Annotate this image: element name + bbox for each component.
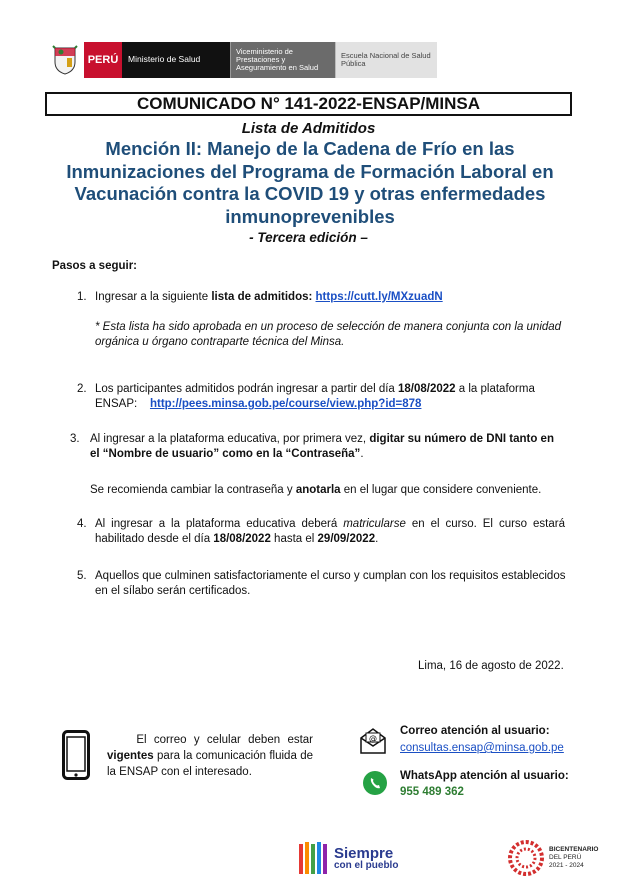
peru-logo: PERÚ (84, 42, 122, 78)
step-1-text: Ingresar a la siguiente (95, 291, 212, 303)
contact-note-text: El correo y celular deben estar (136, 734, 314, 746)
step-2-date: 18/08/2022 (398, 383, 456, 395)
step-1-bold: lista de admitidos: (211, 291, 313, 303)
step-4-start-date: 18/08/2022 (213, 533, 271, 545)
step-4-and: hasta el (270, 533, 318, 545)
step-4 (95, 517, 565, 547)
recommendation-post: en el lugar que considere conveniente. (340, 484, 542, 496)
contact-note (107, 732, 313, 780)
recommendation-text: Se recomienda cambiar la contraseña y (90, 484, 296, 496)
step-3-text: Al ingresar a la plataforma educativa, por primera vez, (90, 433, 370, 445)
platform-link[interactable]: http://pees.minsa.gob.pe/course/view.php?id=878 (149, 398, 422, 410)
phone-icon (62, 730, 90, 780)
whatsapp-icon (362, 770, 388, 796)
step-4-end: . (375, 533, 379, 545)
contact-note-bold: vigentes (107, 750, 154, 762)
contact-note-post: para la comunicación fluida de la ENSAP con el interesado. (107, 750, 313, 778)
siempre-con-el-pueblo-logo (298, 838, 398, 878)
whatsapp-number: 955 489 362 (400, 786, 464, 798)
svg-text:@: @ (369, 734, 377, 743)
edition-label: - Tercera edición – (249, 230, 368, 245)
date-line: Lima, 16 de agosto de 2022. (418, 660, 564, 672)
step-4-mid: en el curso. El curso estará habilitado desde el día (95, 518, 565, 545)
step-1 (95, 290, 575, 305)
years-text: 2021 - 2024 (549, 862, 584, 869)
step-4-text: Al ingresar a la plataforma educativa deberá (95, 518, 344, 530)
recommendation-bold: anotarla (295, 484, 341, 496)
step-2-line2: ENSAP: (95, 398, 138, 410)
viceministerio-logo: Viceministerio de Prestaciones y Aseguramiento en Salud (230, 42, 335, 78)
mention-heading: Mención II: Manejo de la Cadena de Frío en las Inmunizaciones del Programa de Formación Laboral en Vacunación contra la COVID 19 y otras enfermedades inmunoprevenibles (66, 138, 554, 227)
step-3-number: 3. (70, 433, 80, 445)
step-1-note: * Esta lista ha sido aprobada en un proceso de selección de manera conjunta con la unidad orgánica u órgano contraparte técnica del Minsa. (95, 321, 562, 348)
con-el-pueblo-text: con el pueblo (334, 859, 399, 871)
step-5-number: 5. (77, 570, 87, 582)
header-logos (50, 42, 437, 78)
step-2-text-post: a la plataforma (455, 383, 535, 395)
bicentenario-logo (508, 838, 598, 878)
communique-title: COMUNICADO N° 141-2022-ENSAP/MINSA (45, 92, 572, 116)
step-2 (95, 382, 575, 412)
siempre-text: Siempre (334, 844, 394, 862)
del-peru-text: DEL PERÚ (549, 854, 582, 861)
bicentenario-text: BICENTENARIO (549, 846, 599, 853)
steps-heading: Pasos a seguir: (52, 260, 138, 272)
bicentenario-icon (508, 840, 544, 876)
email-heading: Correo atención al usuario: (400, 725, 550, 737)
subtitle: Lista de Admitidos (241, 120, 376, 137)
step-4-end-date: 29/09/2022 (317, 533, 376, 545)
step-3 (90, 432, 565, 462)
whatsapp-heading: WhatsApp atención al usuario: (400, 770, 569, 782)
step-1-number: 1. (77, 291, 87, 303)
email-link[interactable]: consultas.ensap@minsa.gob.pe (400, 742, 564, 754)
ministerio-logo: Ministerio de Salud (122, 42, 230, 78)
step-5-text: Aquellos que culminen satisfactoriamente el curso y cumplan con los requisitos establecidos en el sílabo serán certificados. (95, 570, 566, 597)
step-4-number: 4. (77, 518, 87, 530)
step-2-text: Los participantes admitidos podrán ingresar a partir del día (95, 383, 399, 395)
step-3-recommendation (90, 483, 565, 498)
step-4-italic: matricularse (343, 518, 406, 530)
coat-of-arms-icon (50, 42, 80, 78)
step-3-bold: digitar su número de DNI tanto en el “Nombre de usuario” como en la “Contraseña” (90, 433, 554, 460)
email-icon (358, 726, 388, 756)
escuela-logo: Escuela Nacional de Salud Pública (335, 42, 437, 78)
step-2-number: 2. (77, 383, 87, 395)
admitted-list-link[interactable]: https://cutt.ly/MXzuadN (315, 291, 443, 303)
siempre-logo-icon (298, 840, 328, 876)
step-3-end: . (360, 448, 364, 460)
